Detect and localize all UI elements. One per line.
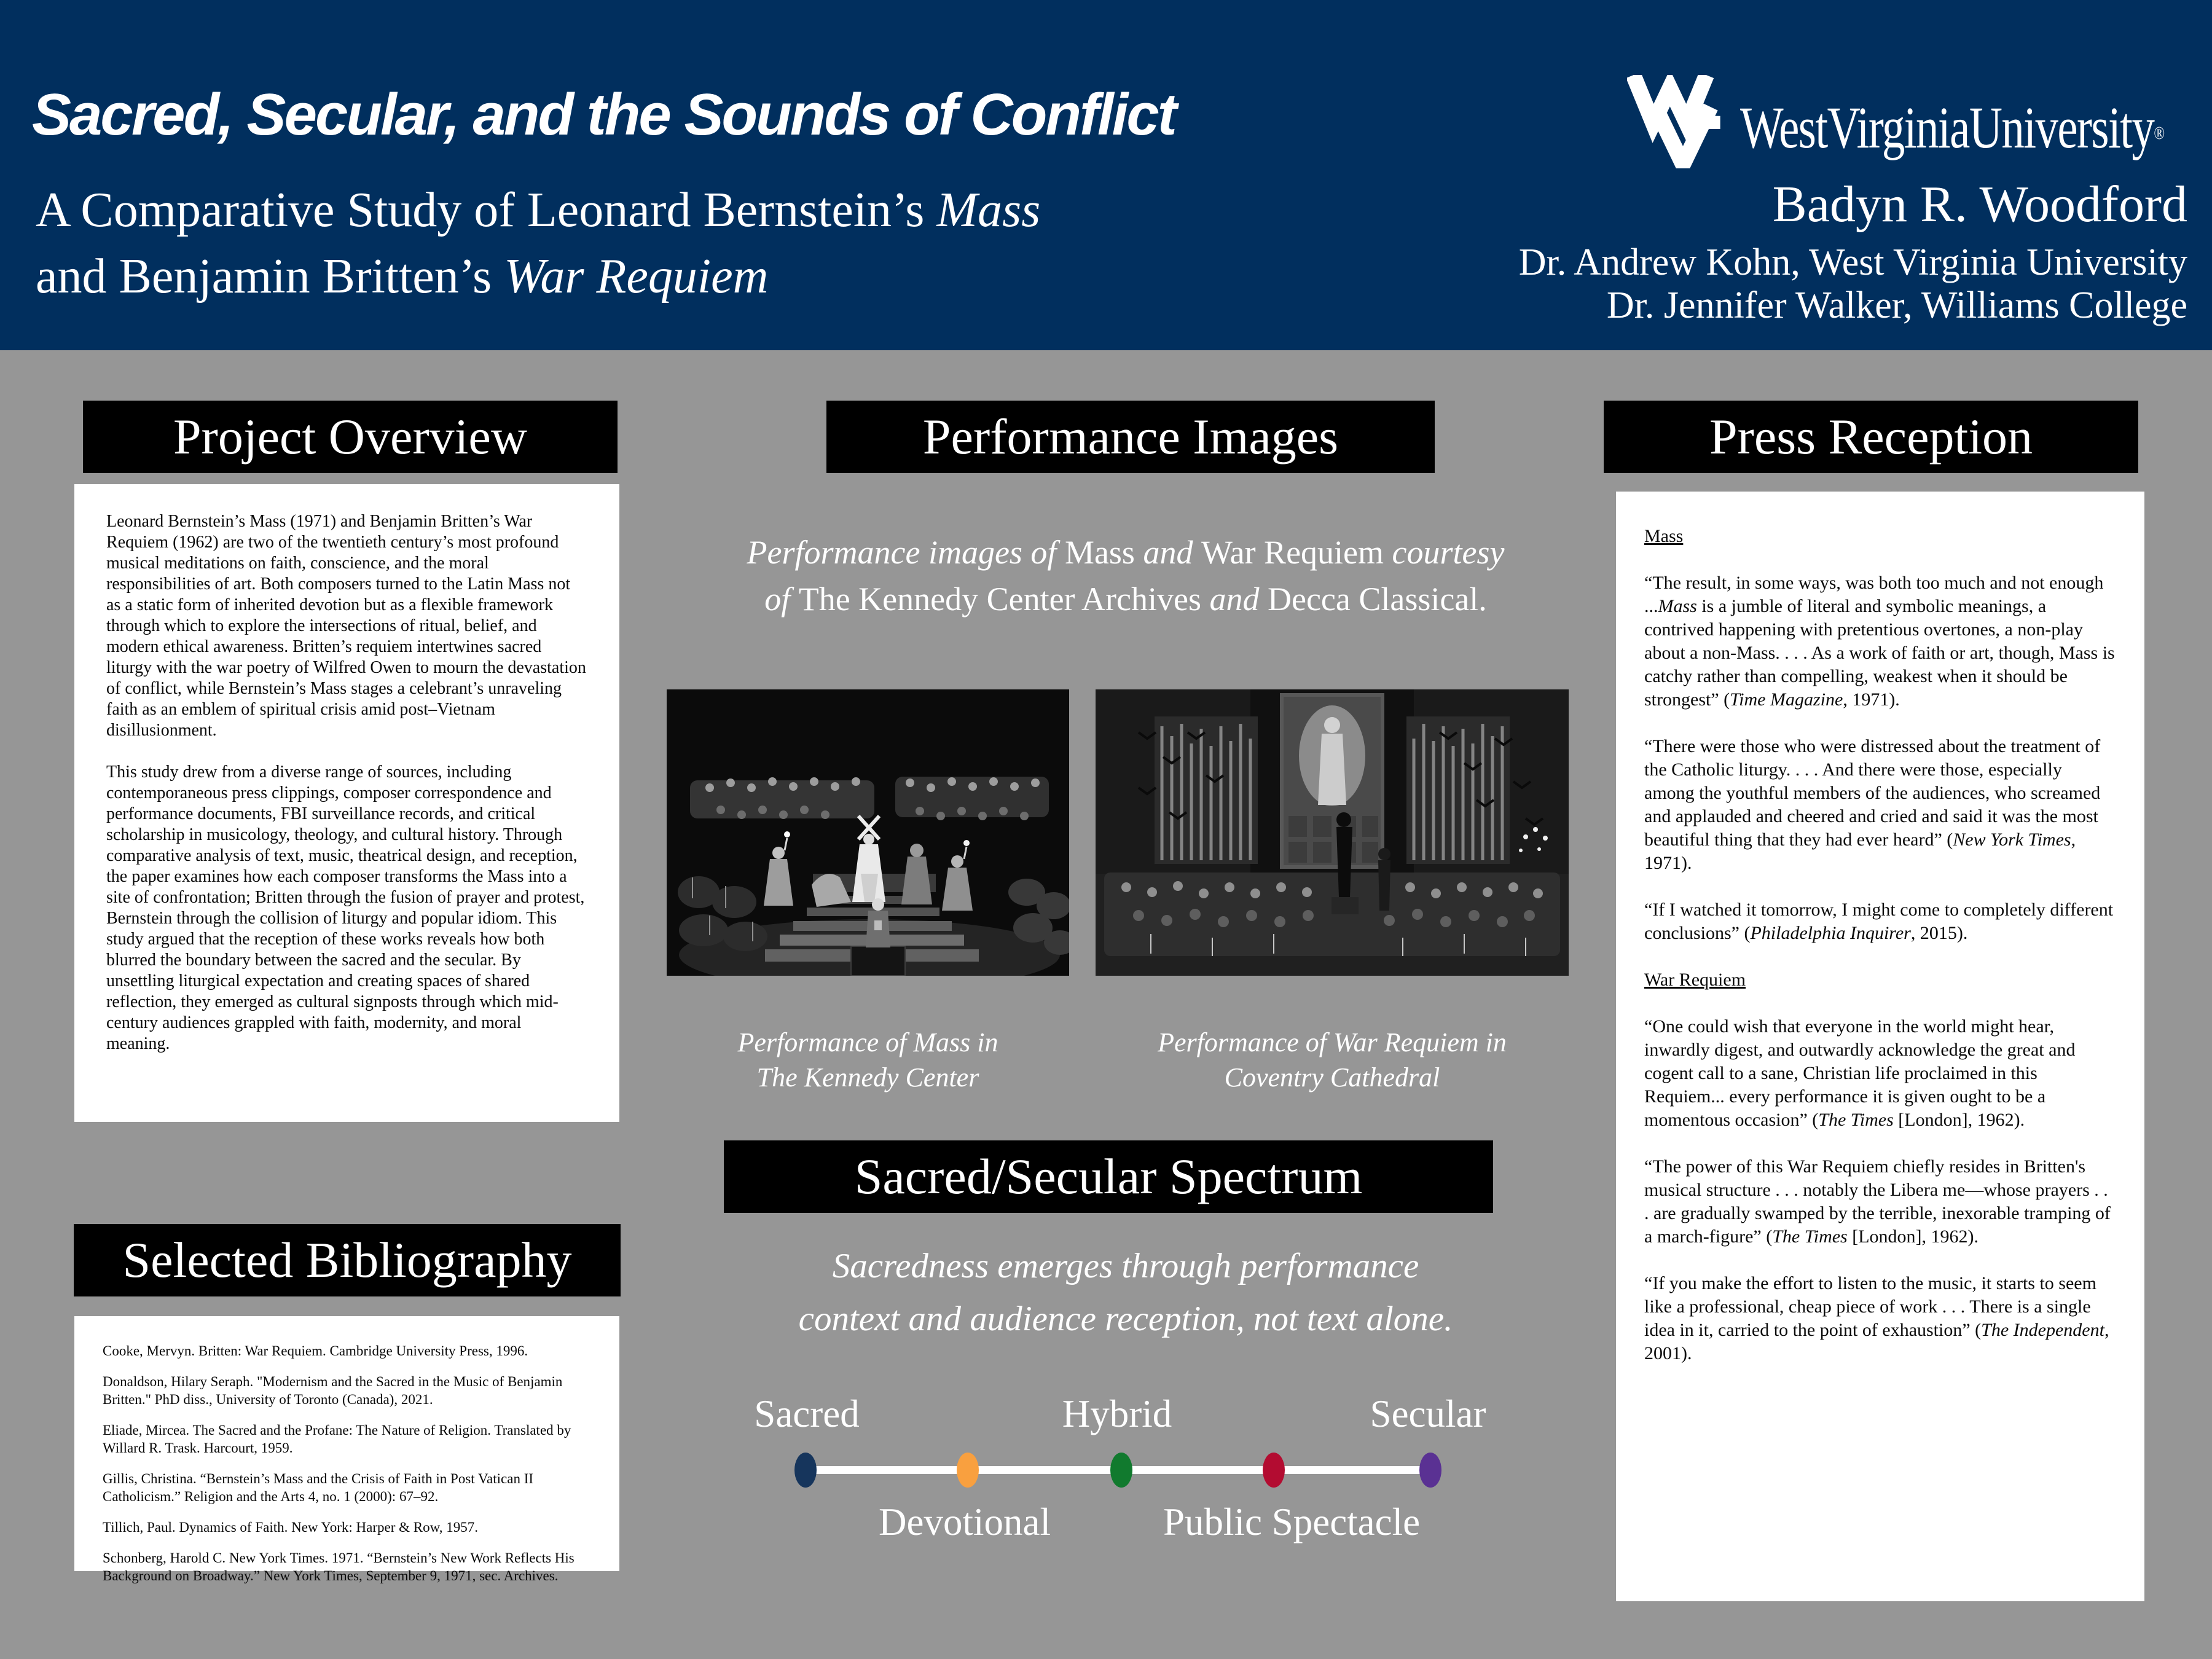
caption-line: Performance of War Requiem in: [1158, 1027, 1507, 1057]
press-quote: “There were those who were distressed about the treatment of the Catholic liturgy. . . . And there were those, especially among the youthful members of the audiences, who screamed and applauded and cheered and cried and said it was the most beautiful thing that they had ever heard” (New York Times, 1971).: [1644, 736, 2101, 873]
poster-title: Sacred, Secular, and the Sounds of Conflict: [32, 82, 1175, 147]
image-courtesy-line-2: of The Kennedy Center Archives and Decca Classical.: [764, 581, 1487, 618]
section-title: Press Reception: [1709, 409, 2033, 465]
press-quote: “One could wish that everyone in the world might hear, inwardly digest, and outwardly acknowledge the great and cogent call to a sane, Christian life proclaimed in this Requiem... every performance it is given ought to be a momentous occasion” (The Times [London], 1962).: [1644, 1016, 2076, 1130]
spectrum-label-devotional: Devotional: [879, 1500, 1051, 1543]
author-name: Badyn R. Woodford: [1772, 176, 2187, 233]
spectrum-label-public-spectacle: Public Spectacle: [1163, 1500, 1421, 1543]
bibliography-box: [74, 1316, 619, 1583]
project-overview-text-box: [74, 484, 619, 1122]
bibliography-entry: Eliade, Mircea. The Sacred and the Profane: The Nature of Religion. Translated by Willard R. Trask. Harcourt, 1959.: [103, 1422, 571, 1456]
spectrum-subtitle-line2: context and audience reception, not text alone.: [798, 1300, 1453, 1338]
registered-trademark: ®: [2154, 123, 2164, 143]
spectrum-dot-sacred: [794, 1453, 817, 1488]
section-title: Selected Bibliography: [122, 1232, 572, 1288]
spectrum-label-hybrid: Hybrid: [1062, 1392, 1172, 1435]
caption-mass-photo: [667, 1025, 1069, 1095]
caption-war-requiem-photo: [1096, 1025, 1569, 1095]
bibliography-entry: Gillis, Christina. “Bernstein’s Mass and the Crisis of Faith in Post Vatican II Catholicism.” Religion and the Arts 4, no. 1 (2000): 67–92.: [103, 1471, 534, 1504]
bibliography-entry: Donaldson, Hilary Seraph. "Modernism and the Sacred in the Music of Benjamin Britten." PhD diss., University of Toronto (Canada), 2021.: [103, 1374, 563, 1407]
caption-line: Performance of Mass in: [737, 1027, 998, 1057]
section-header-selected-bibliography: [74, 1224, 621, 1296]
spectrum-dot-public-spectacle: [1263, 1453, 1285, 1488]
caption-line: The Kennedy Center: [756, 1062, 979, 1092]
press-quote: “The result, in some ways, was both too much and not enough ...Mass is a jumble of literal and symbolic meanings, a contrived happening with pretentious overtones, a non-play about a non-Mass. . . . As a work of faith or art, though, Mass is catchy rather than compelling, weakest when it should be strongest” (Time Magazine, 1971).: [1644, 573, 2115, 710]
university-wordmark: [1740, 93, 2164, 162]
section-header-project-overview: [83, 401, 618, 473]
overview-paragraph-2: This study drew from a diverse range of sources, including contemporaneous press clippings, composer correspondence and performance documents, FBI surveillance records, and critical scholarship in musicology, theology, and cultural history. Through comparative analysis of text, music, theatrical design, and reception, the paper examines how each composer transforms the Mass into a site of confrontation; Britten through the fusion of prayer and protest, Bernstein through the collision of liturgy and popular idiom. This study argued that the reception of these works reveals how both blurred the boundary between the sacred and the secular. By unsettling liturgical expectation and creating spaces of shared reflection, they emerged as cultural signposts through which mid-century audiences grappled with faith, modernity, and moral meaning.: [106, 763, 585, 1053]
flying-wv-icon: [1627, 75, 1739, 172]
press-work-label-war-requiem: War Requiem: [1644, 970, 1746, 990]
spectrum-dot-devotional: [957, 1453, 979, 1488]
mass-performance-photo: [667, 689, 1069, 976]
poster-subtitle-line1: A Comparative Study of Leonard Bernstein’s Mass: [36, 183, 1041, 237]
spectrum-label-secular: Secular: [1370, 1392, 1486, 1435]
bibliography-entry: Cooke, Mervyn. Britten: War Requiem. Cambridge University Press, 1996.: [103, 1343, 528, 1359]
spectrum-dot-secular: [1419, 1453, 1441, 1488]
spectrum-dot-hybrid: [1110, 1453, 1132, 1488]
section-header-sacred-secular-spectrum: [724, 1140, 1493, 1213]
university-wordmark-text: WestVirginiaUniversity: [1740, 95, 2154, 160]
press-quote: “If you make the effort to listen to the music, it starts to seem like a professional, cheap piece of work . . . There is a single idea in it, carried to the point of exhaustion” (The Independent, 2001).: [1644, 1273, 2109, 1363]
press-reception-box: [1616, 492, 2144, 1601]
image-courtesy-line-1: Performance images of Mass and War Requiem courtesy: [747, 534, 1505, 571]
section-header-performance-images: [826, 401, 1435, 473]
section-title: Project Overview: [173, 409, 528, 465]
press-quote: “If I watched it tomorrow, I might come to completely different conclusions” (Philadelphia Inquirer, 2015).: [1644, 900, 2114, 943]
section-header-press-reception: [1604, 401, 2138, 473]
overview-paragraph-1: Leonard Bernstein’s Mass (1971) and Benjamin Britten’s War Requiem (1962) are two of the twentieth century’s most profound musical meditations on faith, conscience, and the moral responsibilities of art. Both composers turned to the Latin Mass not as a static form of inherited devotion but as a flexible framework through which to explore the intersections of ritual, belief, and modern ethical awareness. Britten’s requiem intertwines sacred liturgy with the war poetry of Wilfred Owen to mourn the devastation of conflict, while Bernstein’s Mass stages a celebrant’s unraveling faith as an emblem of spiritual crisis amid post–Vietnam disillusionment.: [106, 512, 586, 740]
poster-subtitle-line2: and Benjamin Britten’s War Requiem: [36, 249, 769, 304]
section-title: Sacred/Secular Spectrum: [854, 1148, 1363, 1204]
press-quote: “The power of this War Requiem chiefly resides in Britten's musical structure . . . notably the Libera me—whose prayers . . . are gradually swamped by the terrible, inexorable tramping of a march-figure” (The Times [London], 1962).: [1644, 1156, 2111, 1247]
section-title: Performance Images: [922, 409, 1339, 465]
caption-line: Coventry Cathedral: [1224, 1062, 1440, 1092]
advisor-line-1: Dr. Andrew Kohn, West Virginia University: [1518, 241, 2187, 283]
advisor-line-2: Dr. Jennifer Walker, Williams College: [1606, 284, 2187, 326]
bibliography-entry: Schonberg, Harold C. New York Times. 1971. “Bernstein’s New Work Reflects His Background on Broadway.” New York Times, September 9, 1971, sec. Archives.: [103, 1550, 575, 1583]
spectrum-label-sacred: Sacred: [754, 1392, 860, 1435]
spectrum-subtitle-line1: Sacredness emerges through performance: [832, 1247, 1419, 1285]
war-requiem-performance-photo: [1096, 689, 1569, 976]
press-work-label-mass: Mass: [1644, 526, 1684, 546]
header-banner: [0, 0, 2212, 350]
bibliography-entry: Tillich, Paul. Dynamics of Faith. New York: Harper & Row, 1957.: [103, 1520, 478, 1535]
